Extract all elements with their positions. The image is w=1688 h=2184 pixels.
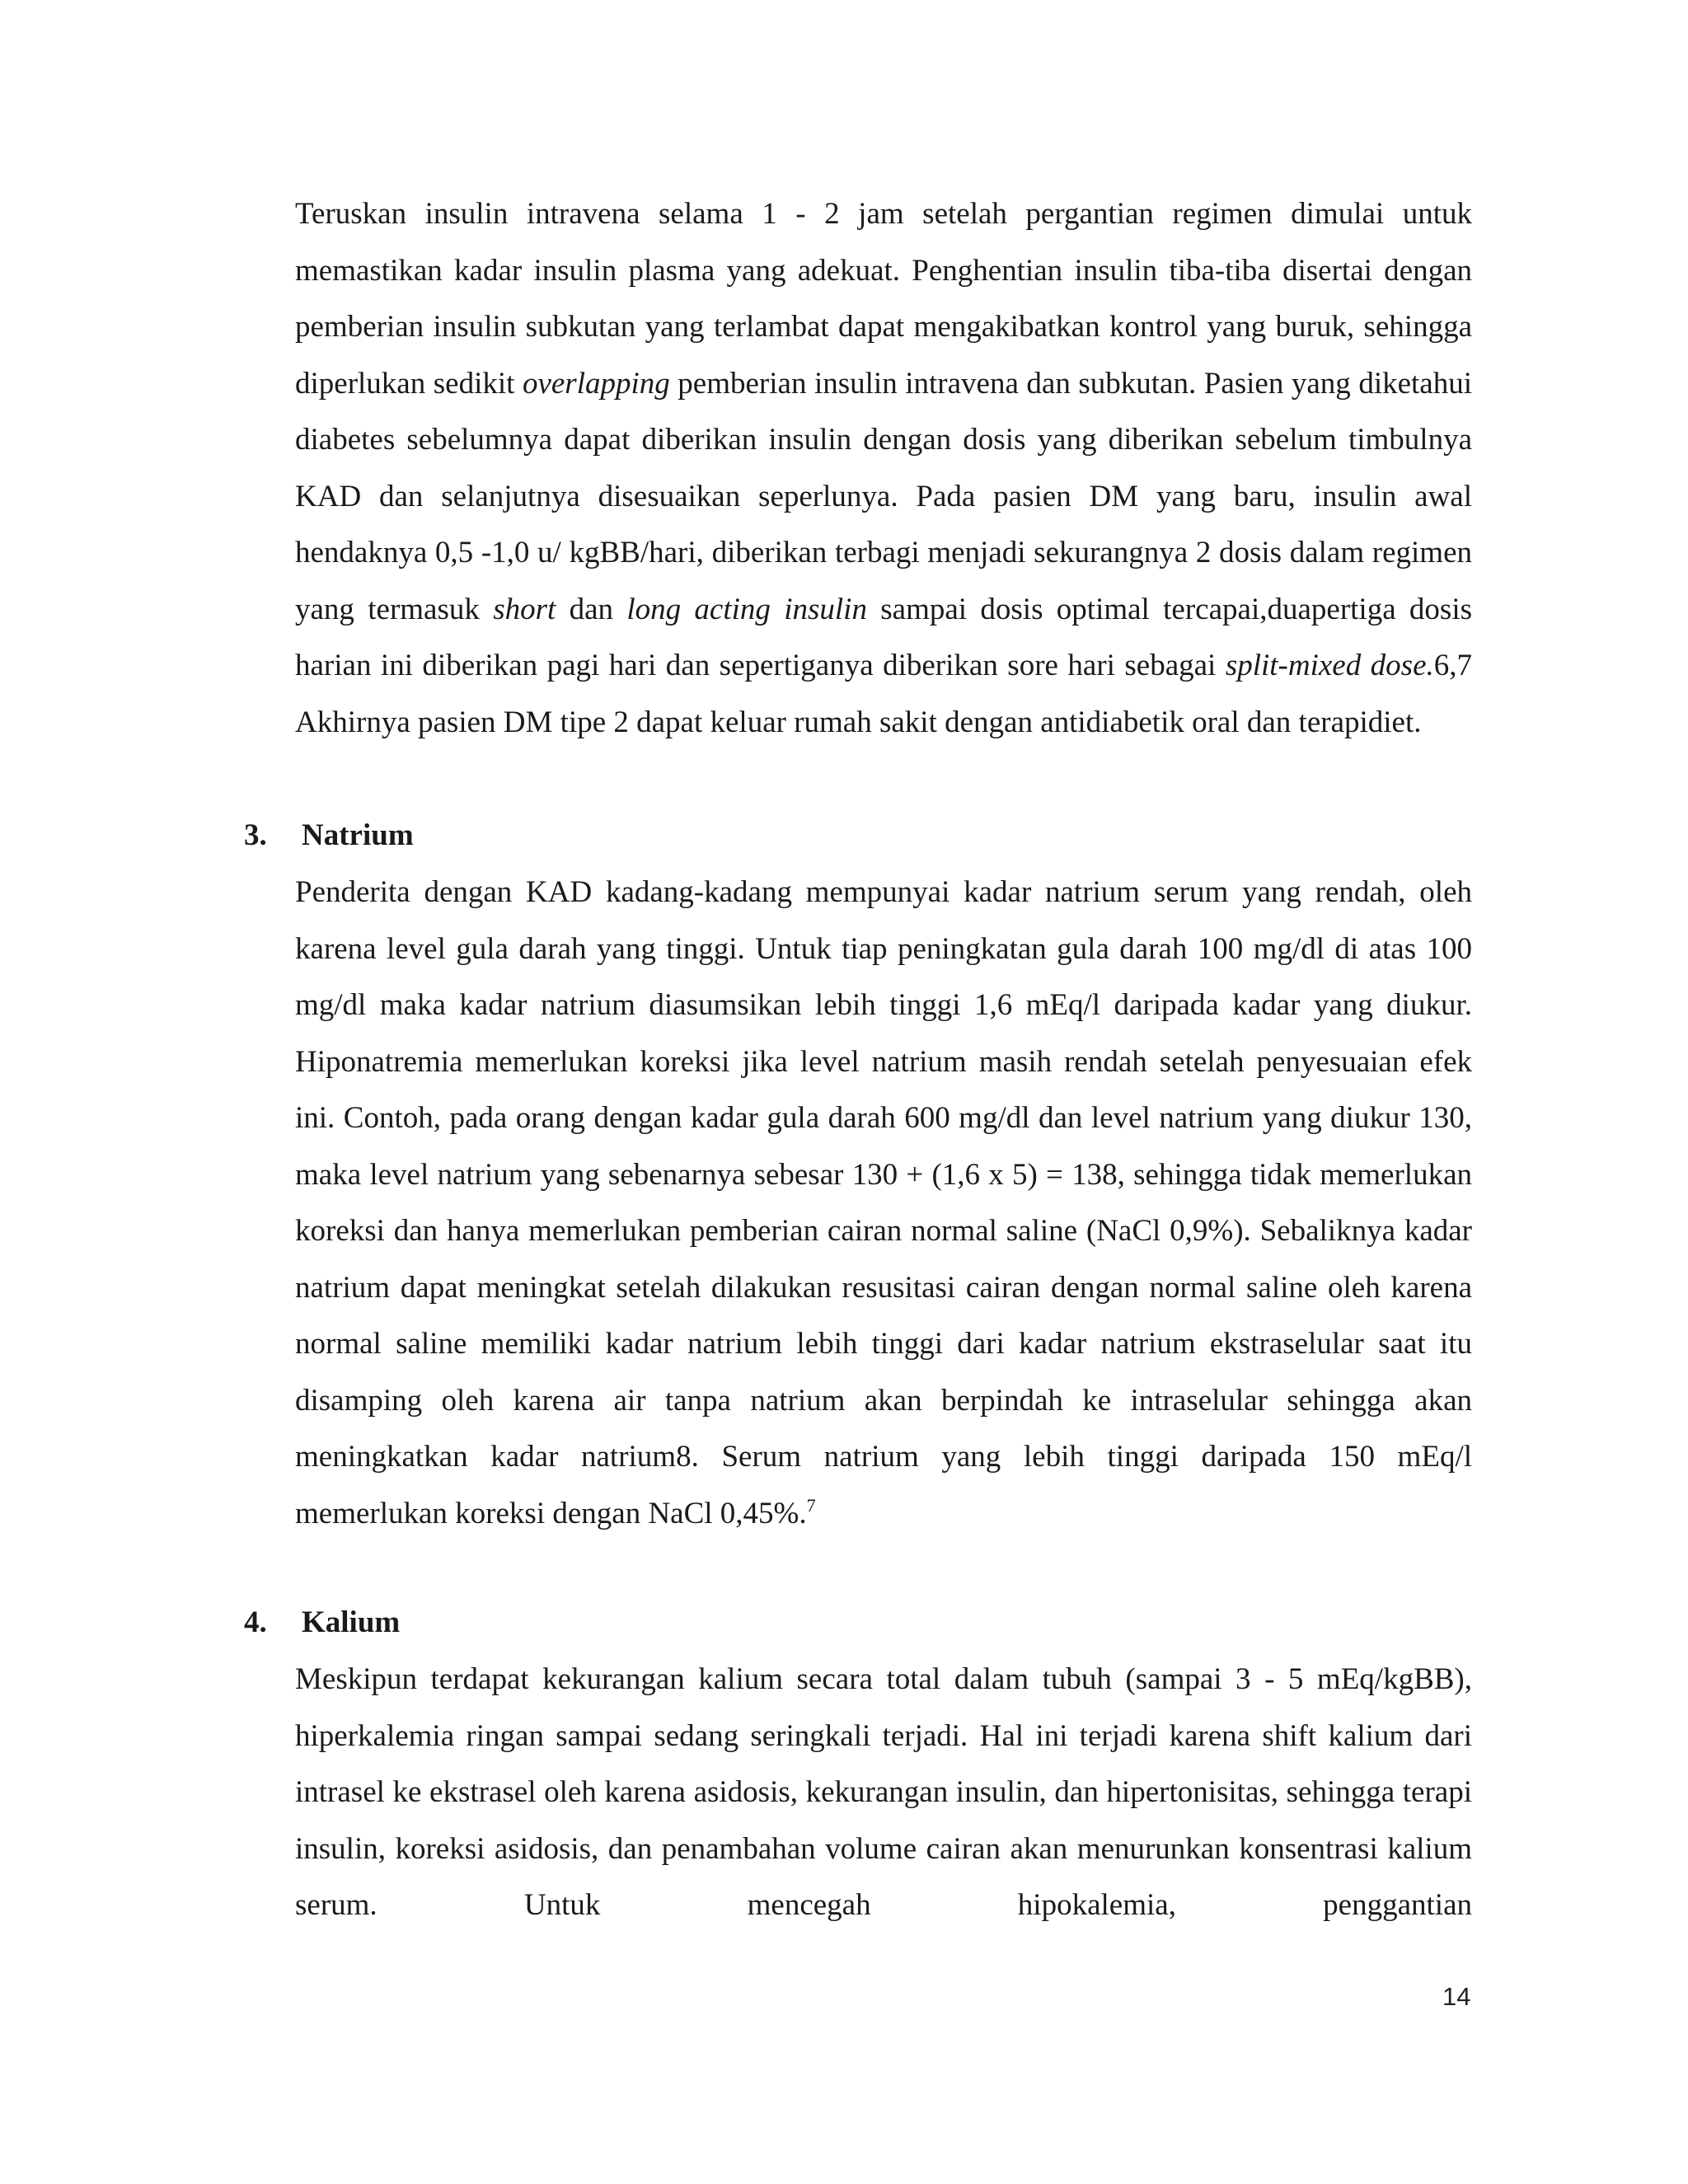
paragraph-text: [295, 865, 1472, 1542]
text-run: Meskipun terdapat kekurangan kalium secara total dalam tubuh (sampai 3 - 5 mEq/kgBB), hiperkalemia ringan sampai sedang seringkali terjadi. Hal ini terjadi karena shift kalium dari intrasel ke ekstrasel oleh karena asidosis, kekurangan insulin, dan hipertonisitas, sehingga terapi insulin, koreksi asidosis, dan penambahan volume cairan akan menurunkan konsentrasi kalium serum. Untuk mencegah hipokalemia, penggantian: [295, 1662, 1472, 1922]
paragraph-text: [295, 1652, 1472, 1934]
citation-superscript: 7: [806, 1494, 816, 1516]
paragraph-natrium: [295, 865, 1472, 1542]
section-title: Kalium: [302, 1605, 401, 1639]
paragraph-insulin-transition: [295, 186, 1472, 751]
italic-term: overlapping: [522, 366, 670, 401]
paragraph-text: [295, 186, 1472, 751]
text-run: sampai dosis optimal tercapai,duapertiga dosis harian ini diberikan pagi hari dan sepertiganya diberikan sore hari sebagai: [295, 592, 1473, 682]
paragraph-kalium: [295, 1652, 1472, 1934]
text-run: Penderita dengan KAD kadang-kadang mempunyai kadar natrium serum yang rendah, oleh karena level gula darah yang tinggi. Untuk tiap peningkatan gula darah 100 mg/dl di atas 100 mg/dl maka kadar natrium diasumsikan lebih tinggi 1,6 mEq/l daripada kadar yang diukur. Hiponatremia memerlukan koreksi jika level natrium masih rendah setelah penyesuaian efek ini. Contoh, pada orang dengan kadar gula darah 600 mg/dl dan level natrium yang diukur 130, maka level natrium yang sebenarnya sebesar 130 + (1,6 x 5) = 138, sehingga tidak memerlukan koreksi dan hanya memerlukan pemberian cairan normal saline (NaCl 0,9%). Sebaliknya kadar natrium dapat meningkat setelah dilakukan resusitasi cairan dengan normal saline oleh karena normal saline memiliki kadar natrium lebih tinggi dari kadar natrium ekstraselular saat itu disamping oleh karena air tanpa natrium akan berpindah ke intraselular sehingga akan meningkatkan kadar natrium8. Serum natrium yang lebih tinggi daripada 150 mEq/l memerlukan koreksi dengan NaCl 0,45%.: [295, 875, 1472, 1530]
section-title: Natrium: [302, 818, 414, 852]
section-heading-kalium: [244, 1595, 400, 1652]
section-number: 3.: [244, 818, 267, 852]
italic-term: short: [493, 592, 556, 626]
text-run: Teruskan insulin intravena selama 1 - 2 jam setelah pergantian regimen dimulai untuk memastikan kadar insulin plasma yang adekuat. Penghentian insulin tiba-tiba disertai dengan pemberian insulin subkutan yang terlambat dapat mengakibatkan kontrol yang buruk, sehingga diperlukan sedikit: [295, 197, 1472, 401]
text-run: 6,7 Akhirnya pasien DM tipe 2 dapat keluar rumah sakit dengan antidiabetik oral dan terapidiet.: [295, 649, 1473, 739]
section-number: 4.: [244, 1605, 267, 1639]
section-heading-natrium: [244, 808, 414, 865]
text-run: pemberian insulin intravena dan subkutan. Pasien yang diketahui diabetes sebelumnya dapat diberikan insulin dengan dosis yang diberikan sebelum timbulnya KAD dan selanjutnya disesuaikan seperlunya. Pada pasien DM yang baru, insulin awal hendaknya 0,5 -1,0 u/ kgBB/hari, diberikan terbagi menjadi sekurangnya 2 dosis dalam regimen yang termasuk: [295, 366, 1473, 626]
italic-term: split-mixed dose.: [1225, 649, 1434, 682]
text-run: dan: [556, 592, 627, 626]
page-number: 14: [1442, 1982, 1471, 2011]
italic-term: long acting insulin: [626, 592, 867, 626]
